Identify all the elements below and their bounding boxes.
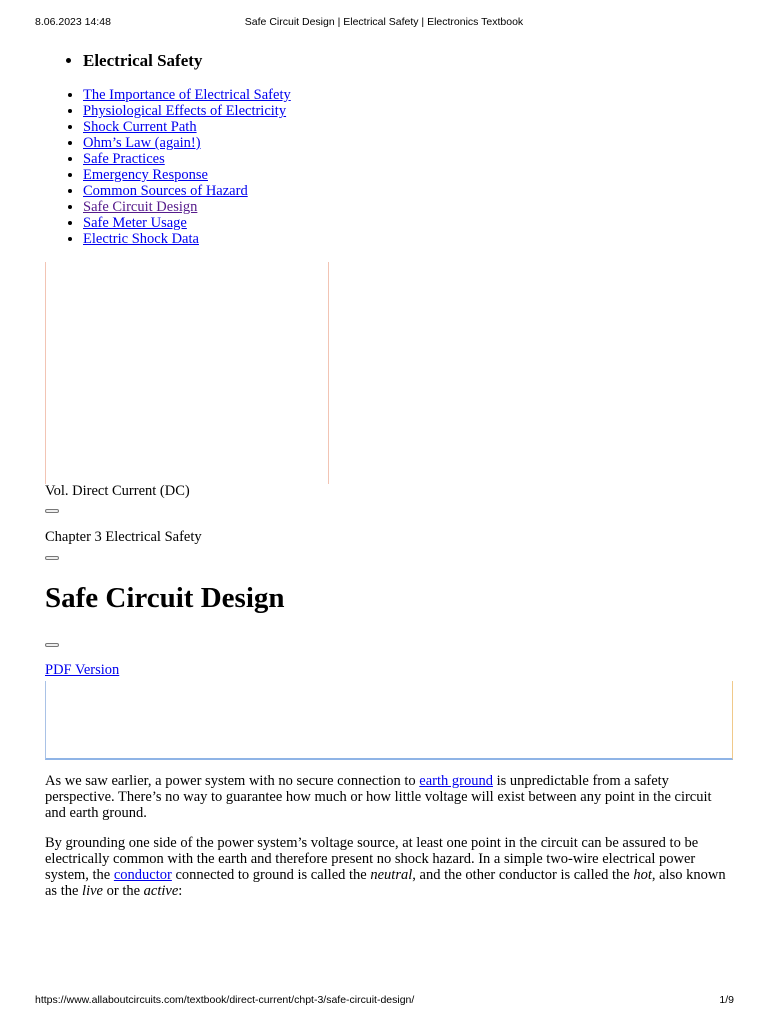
menu-toggle-button[interactable]: [45, 643, 59, 647]
toc-link-safe-circuit[interactable]: Safe Circuit Design: [83, 199, 198, 215]
print-header: [0, 16, 768, 30]
banner-ad: [45, 681, 733, 760]
print-page-number: 1/9: [719, 994, 734, 1006]
toc-item: [83, 103, 291, 119]
toc-link-hazard[interactable]: Common Sources of Hazard: [83, 183, 248, 199]
print-footer: [0, 994, 768, 1008]
toc-item: [83, 151, 291, 167]
toc-item: [83, 199, 291, 215]
toc-link-shock-path[interactable]: Shock Current Path: [83, 119, 197, 135]
conductor-link[interactable]: conductor: [113, 867, 172, 883]
toc-item: [83, 87, 291, 103]
toc-item: [83, 119, 291, 135]
breadcrumb-chapter: Chapter 3 Electrical Safety: [45, 529, 202, 545]
breadcrumb-volume: Vol. Direct Current (DC): [45, 483, 190, 499]
chapter-toggle-button[interactable]: [45, 556, 59, 560]
toc-link-shock-data[interactable]: Electric Shock Data: [83, 231, 199, 247]
paragraph-1: As we saw earlier, a power system with no secure connection to earth ground is unpredictable from a safety perspective. There’s no way to guarantee how much or how little voltage will exist between any point in the circuit and earth ground.: [45, 773, 712, 821]
ad-placeholder: [45, 262, 329, 484]
page-title: Safe Circuit Design: [45, 582, 285, 614]
toc-link-importance[interactable]: The Importance of Electrical Safety: [83, 87, 291, 103]
section-list: [45, 51, 202, 71]
toc-link-meter-usage[interactable]: Safe Meter Usage: [83, 215, 187, 231]
toc-link-emergency[interactable]: Emergency Response: [83, 167, 208, 183]
toc-link-physiological[interactable]: Physiological Effects of Electricity: [83, 103, 287, 119]
toc-item: [83, 135, 291, 151]
toc-item: [83, 167, 291, 183]
chapter-toc: [45, 87, 291, 247]
print-date: 8.06.2023 14:48: [35, 16, 111, 28]
earth-ground-link[interactable]: earth ground: [419, 773, 493, 789]
pdf-version-link[interactable]: PDF Version: [45, 662, 120, 678]
volume-toggle-button[interactable]: [45, 509, 59, 513]
toc-item: [83, 231, 291, 247]
print-url: https://www.allaboutcircuits.com/textbook/direct-current/chpt-3/safe-circuit-design/: [35, 994, 415, 1006]
toc-item: [83, 183, 291, 199]
toc-item: [83, 215, 291, 231]
toc-link-ohms-law[interactable]: Ohm’s Law (again!): [83, 135, 201, 151]
toc-link-safe-practices[interactable]: Safe Practices: [83, 151, 165, 167]
print-page-title: Safe Circuit Design | Electrical Safety | Electronics Textbook: [244, 16, 524, 28]
section-title: • Electrical Safety: [83, 51, 202, 71]
paragraph-2: By grounding one side of the power system’s voltage source, at least one point in the circuit can be assured to be electrically common with the earth and therefore present no shock hazard. In a simple two-wire electrical power system, the conductor connected to ground is called the neutral, and the other conductor is called the hot, also known as the live or the active:: [45, 835, 726, 899]
